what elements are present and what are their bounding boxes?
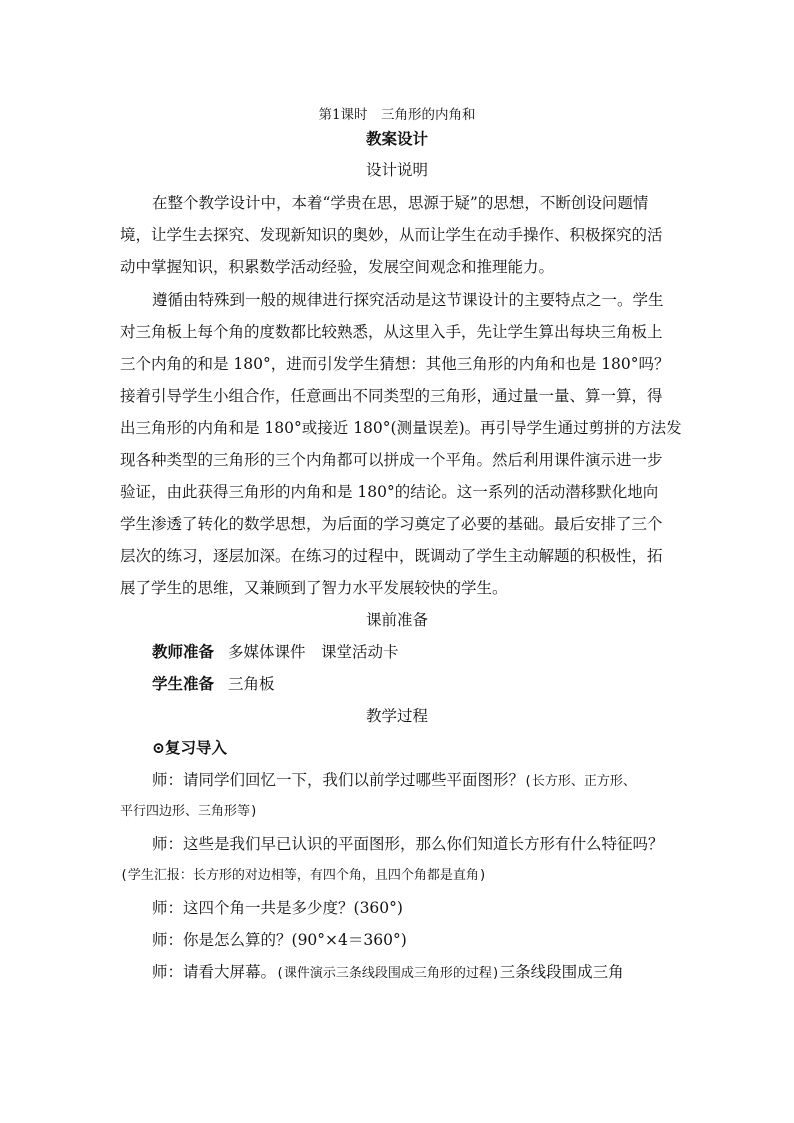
paragraph-line: 三个内角的和是 180°，进而引发学生猜想：其他三角形的内角和也是 180°吗？ (120, 355, 670, 373)
dialogue-line (152, 769, 636, 793)
dialogue-answer: (90°×4＝360°) (291, 931, 407, 949)
dialogue-note-line: 平行四边形、三角形等) (120, 804, 258, 819)
dialogue-line: 师：这些是我们早已认识的平面图形，那么你们知道长方形有什么特征吗？ (152, 835, 664, 853)
dialogue-text: 师：请同学们回忆一下，我们以前学过哪些平面图形？ (152, 771, 525, 789)
paragraph-line: 出三角形的内角和是 180°或接近 180°(测量误差)。再引导学生通过剪拼的方法发 (120, 419, 682, 437)
student-prep-label: 学生准备 (152, 674, 215, 693)
lesson-title: 第1课时 三角形的内角和 (318, 107, 476, 123)
dialogue-note-line: (学生汇报：长方形的对边相等，有四个角，且四个角都是直角) (120, 868, 487, 883)
paragraph-line: 动中掌握知识，积累数学活动经验，发展空间观念和推理能力。 (120, 258, 555, 276)
paragraph-line: 境，让学生去探究、发现新知识的奥妙，从而让学生在动手操作、积极探究的活 (120, 226, 663, 244)
dialogue-note: (课件演示三条线段围成三角形的过程) (276, 966, 500, 981)
paragraph-line: 现各种类型的三角形的三个内角都可以拼成一个平角。然后利用课件演示进一步 (120, 451, 663, 469)
teacher-prep-items: 多媒体课件 课堂活动卡 (228, 643, 399, 661)
dialogue-line (152, 897, 403, 919)
paragraph-line: 遵循由特殊到一般的规律进行探究活动是这节课设计的主要特点之一。学生 (152, 291, 664, 309)
section-heading-prep: 课前准备 (365, 611, 428, 629)
paragraph-line: 学生渗透了转化的数学思想，为后面的学习奠定了必要的基础。最后安排了三个 (120, 515, 663, 533)
dialogue-text: 师：这四个角一共是多少度？ (152, 899, 354, 917)
paragraph-line: 对三角板上每个角的度数都比较熟悉，从这里入手，先让学生算出每块三角板上 (120, 323, 663, 341)
dialogue-answer: (360°) (353, 899, 403, 917)
student-prep-items: 三角板 (228, 675, 275, 693)
dialogue-tail: 三条线段围成三角 (499, 963, 624, 981)
section-heading-design: 教案设计 (365, 129, 428, 148)
dialogue-line (152, 929, 407, 951)
paragraph-line: 接着引导学生小组合作，任意画出不同类型的三角形，通过量一量、算一算，得 (120, 387, 663, 405)
dialogue-text: 师：你是怎么算的？ (152, 931, 292, 949)
review-heading: ⊙复习导入 (152, 738, 227, 757)
teacher-prep-label: 教师准备 (152, 642, 215, 661)
section-heading-notes: 设计说明 (365, 161, 428, 179)
student-prep-row (152, 673, 275, 695)
dialogue-note: (长方形、正方形、 (524, 774, 636, 789)
dialogue-text: 师：请看大屏幕。 (152, 963, 277, 981)
paragraph-line: 展了学生的思维，又兼顾到了智力水平发展较快的学生。 (120, 579, 508, 597)
section-heading-process: 教学过程 (365, 707, 428, 725)
paragraph-line: 在整个教学设计中，本着“学贵在思，思源于疑”的思想，不断创设问题情 (152, 194, 649, 212)
dialogue-line (152, 961, 624, 985)
paragraph-line: 验证，由此获得三角形的内角和是 180°的结论。这一系列的活动潜移默化地向 (120, 483, 659, 501)
teacher-prep-row (152, 641, 399, 663)
paragraph-line: 层次的练习，逐层加深。在练习的过程中，既调动了学生主动解题的积极性，拓 (120, 547, 663, 565)
